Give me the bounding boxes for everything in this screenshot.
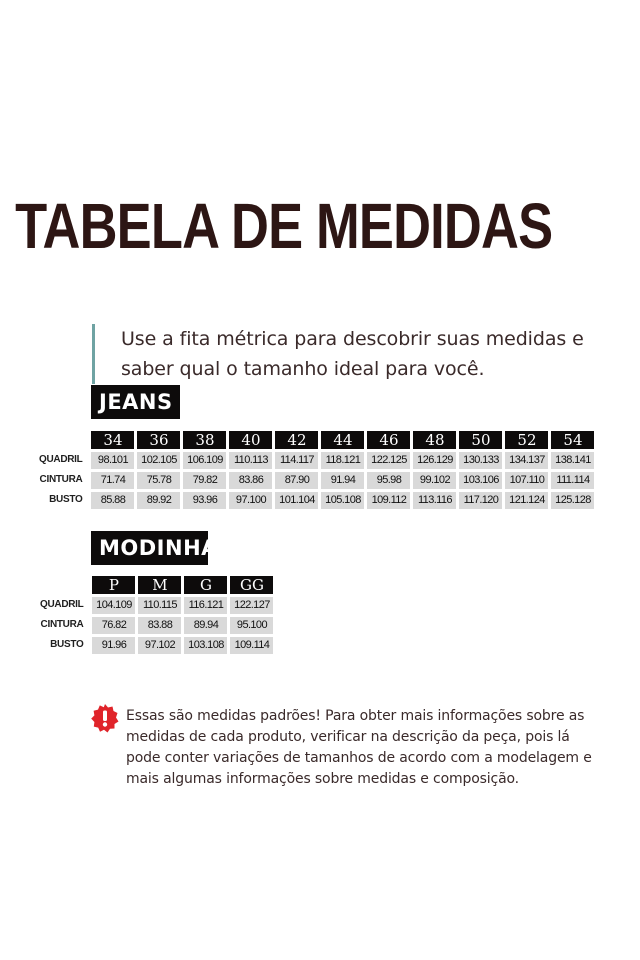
measure-cell: 109.114	[230, 634, 273, 654]
measure-cell: 91.96	[92, 634, 135, 654]
jeans-size-header: 38	[183, 431, 226, 449]
row-label: BUSTO	[49, 493, 83, 505]
intro-text: Use a fita métrica para descobrir suas medidas e saber qual o tamanho ideal para você.	[92, 324, 640, 384]
measure-cell: 106.109	[183, 449, 226, 469]
measure-cell: 126.129	[413, 449, 456, 469]
measure-cell: 79.82	[183, 469, 226, 489]
measure-cell: 71.74	[91, 469, 134, 489]
measure-cell: 116.121	[184, 594, 227, 614]
modinha-size-header-row	[40, 576, 273, 594]
measure-cell: 95.100	[230, 614, 273, 634]
measure-cell: 89.94	[184, 614, 227, 634]
measure-cell: 103.108	[184, 634, 227, 654]
header-spacer	[39, 431, 88, 449]
measure-cell: 111.114	[551, 469, 594, 489]
table-row	[39, 469, 594, 489]
jeans-size-header: 42	[275, 431, 318, 449]
measure-cell: 109.112	[367, 489, 410, 509]
measure-cell: 107.110	[505, 469, 548, 489]
measure-cell: 121.124	[505, 489, 548, 509]
measure-cell: 103.106	[459, 469, 502, 489]
modinha-size-header: M	[138, 576, 181, 594]
page-title: TABELA DE MEDIDAS	[15, 190, 553, 262]
jeans-size-header: 46	[367, 431, 410, 449]
table-row	[40, 594, 273, 614]
measure-cell: 114.117	[275, 449, 318, 469]
measure-cell: 75.78	[137, 469, 180, 489]
jeans-size-header: 50	[459, 431, 502, 449]
measure-cell: 105.108	[321, 489, 364, 509]
measure-cell: 95.98	[367, 469, 410, 489]
jeans-size-header: 48	[413, 431, 456, 449]
jeans-size-header: 40	[229, 431, 272, 449]
measure-cell: 102.105	[137, 449, 180, 469]
jeans-size-header: 54	[551, 431, 594, 449]
measure-cell: 89.92	[137, 489, 180, 509]
modinha-size-table	[37, 576, 276, 654]
measure-cell: 85.88	[91, 489, 134, 509]
table-row	[39, 449, 594, 469]
table-row	[40, 634, 273, 654]
modinha-size-header: G	[184, 576, 227, 594]
measure-cell: 99.102	[413, 469, 456, 489]
measure-cell: 117.120	[459, 489, 502, 509]
jeans-size-header: 36	[137, 431, 180, 449]
modinha-section-label: MODINHA	[91, 531, 208, 565]
row-label: CINTURA	[40, 618, 84, 630]
measure-cell: 122.125	[367, 449, 410, 469]
measure-cell: 118.121	[321, 449, 364, 469]
exclamation-badge-icon	[90, 703, 120, 733]
jeans-size-header: 52	[505, 431, 548, 449]
modinha-size-header: P	[92, 576, 135, 594]
jeans-size-header-row	[39, 431, 594, 449]
modinha-size-header: GG	[230, 576, 273, 594]
measure-cell: 97.100	[229, 489, 272, 509]
measure-cell: 138.141	[551, 449, 594, 469]
measure-cell: 125.128	[551, 489, 594, 509]
jeans-size-header: 34	[91, 431, 134, 449]
row-label: QUADRIL	[40, 598, 84, 610]
measure-cell: 130.133	[459, 449, 502, 469]
measure-cell: 122.127	[230, 594, 273, 614]
measure-cell: 87.90	[275, 469, 318, 489]
header-spacer	[40, 576, 89, 594]
jeans-size-header: 44	[321, 431, 364, 449]
jeans-section-label: JEANS	[91, 385, 180, 419]
jeans-size-table	[36, 431, 597, 509]
row-label: BUSTO	[50, 638, 84, 650]
measure-cell: 83.88	[138, 614, 181, 634]
table-row	[39, 489, 594, 509]
measure-cell: 83.86	[229, 469, 272, 489]
measure-cell: 110.115	[138, 594, 181, 614]
measure-cell: 104.109	[92, 594, 135, 614]
measure-cell: 97.102	[138, 634, 181, 654]
measure-cell: 76.82	[92, 614, 135, 634]
row-label: CINTURA	[39, 473, 83, 485]
row-label: QUADRIL	[39, 453, 83, 465]
measure-cell: 101.104	[275, 489, 318, 509]
measurement-note: Essas são medidas padrões! Para obter mais informações sobre as medidas de cada produto, verificar na descrição da peça, pois lá pode conter variações de tamanhos de acordo com a modelagem e mais algumas informações sobre medidas e composição.	[126, 708, 592, 787]
table-row	[40, 614, 273, 634]
measure-cell: 93.96	[183, 489, 226, 509]
measure-cell: 98.101	[91, 449, 134, 469]
measure-cell: 91.94	[321, 469, 364, 489]
measure-cell: 110.113	[229, 449, 272, 469]
measure-cell: 113.116	[413, 489, 456, 509]
measure-cell: 134.137	[505, 449, 548, 469]
